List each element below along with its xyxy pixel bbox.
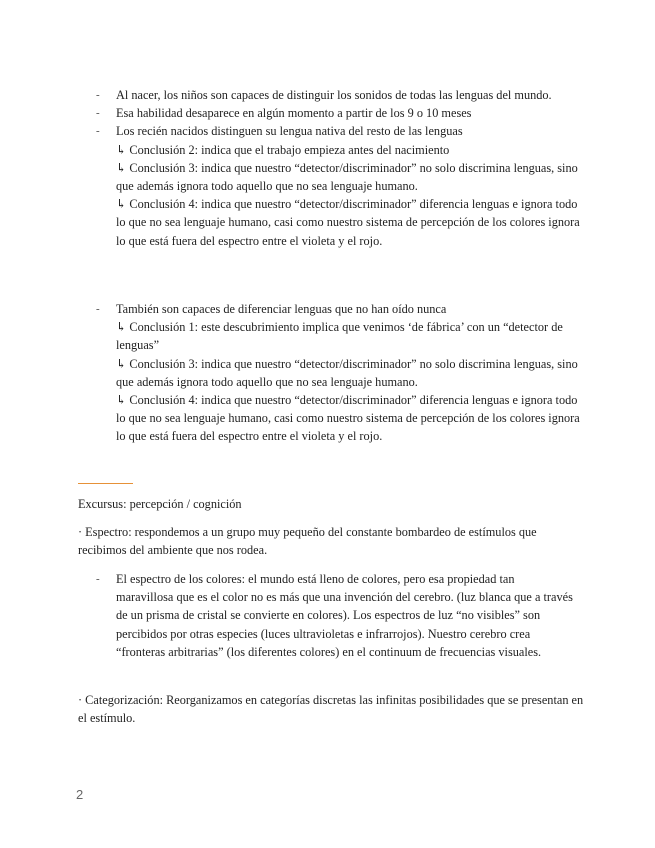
bullet-dash-icon: -: [96, 125, 100, 138]
bullet-dash-icon: -: [96, 573, 100, 585]
conclusion-line: ↳ Conclusión 3: indica que nuestro “detector/discriminador” no solo discrimina lenguas, sino que además ignora todo aquello que no sea lenguaje humano.: [116, 356, 578, 389]
bullet-list-3: [96, 570, 574, 661]
conclusion-line: ↳ Conclusión 4: indica que nuestro “detector/discriminador” diferencia lenguas e ignora todo lo que no sea lenguaje humano, casi como nuestro sistema de percepción de los colores ignora lo que está fuera del espectro entre el violeta y el rojo.: [116, 197, 580, 248]
list-item-text: También son capaces de diferenciar lenguas que no han oído nunca: [116, 302, 447, 316]
espectro-paragraph: · Espectro: respondemos a un grupo muy pequeño del constante bombardeo de estímulos que recibimos del ambiente que nos rodea.: [78, 525, 537, 558]
list-item: [96, 104, 586, 122]
section-separator: [78, 483, 133, 484]
bullet-dash-icon: -: [96, 303, 100, 315]
list-item: [96, 570, 574, 661]
conclusion-line: ↳ Conclusión 2: indica que el trabajo empieza antes del nacimiento: [116, 142, 450, 157]
list-item: [96, 300, 586, 446]
list-item: [96, 86, 586, 104]
bullet-dash-icon: -: [96, 107, 100, 120]
bullet-list-1: [96, 86, 586, 250]
conclusion-line: ↳ Conclusión 1: este descubrimiento implica que venimos ‘de fábrica’ con un “detector de lenguas”: [116, 320, 563, 353]
list-item-text: El espectro de los colores: el mundo está lleno de colores, pero esa propiedad tan maravillosa que es el color no es más que una invención del cerebro. (luz blanca que a través de un prisma de cristal se convierte en colores). Los espectros de luz “no visibles” son percibidos por otras especies (luces ultravioletas e infrarrojos). Nuestro cerebro crea “fronteras arbitrarias” (los diferentes colores) en el continuum de frecuencias visuales.: [116, 572, 573, 659]
categorizacion-paragraph: · Categorización: Reorganizamos en categorías discretas las infinitas posibilidades que se presentan en el estímulo.: [78, 693, 584, 726]
bullet-dash-icon: -: [96, 89, 100, 101]
conclusion-line: ↳ Conclusión 3: indica que nuestro “detector/discriminador” no solo discrimina lenguas, sino que además ignora todo aquello que no sea lenguaje humano.: [116, 160, 578, 194]
list-item-text: Esa habilidad desaparece en algún momento a partir de los 9 o 10 meses: [116, 106, 472, 121]
list-item: [96, 122, 586, 249]
page-number: 2: [76, 787, 84, 802]
list-item-text: Los recién nacidos distinguen su lengua nativa del resto de las lenguas: [116, 124, 463, 139]
conclusion-line: ↳ Conclusión 4: indica que nuestro “detector/discriminador” diferencia lenguas e ignora todo lo que no sea lenguaje humano, casi como nuestro sistema de percepción de los colores ignora lo que está fuera del espectro entre el violeta y el rojo.: [116, 393, 580, 444]
list-item-text: Al nacer, los niños son capaces de distinguir los sonidos de todas las lenguas del mundo.: [116, 88, 552, 102]
bullet-list-2: [96, 300, 586, 446]
excursus-title: Excursus: percepción / cognición: [78, 497, 242, 511]
